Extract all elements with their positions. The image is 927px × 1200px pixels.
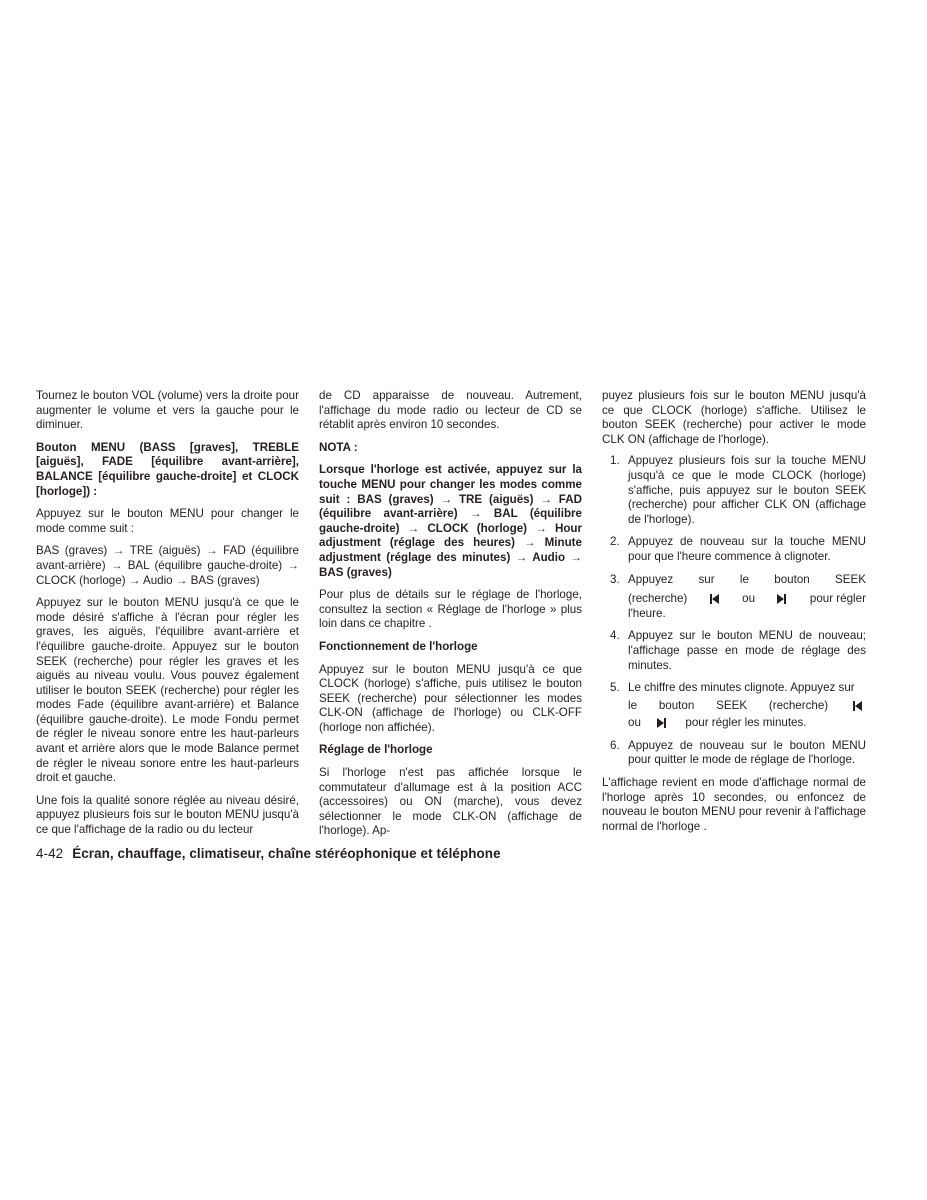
- paragraph: Appuyez sur le bouton MENU pour changer le mode comme suit :: [36, 507, 299, 535]
- list-item: [602, 573, 866, 622]
- step-word: (recherche): [768, 698, 829, 712]
- list-item: [602, 454, 866, 527]
- step-word: Le chiffre des minutes clignote. Appuyez sur: [628, 681, 855, 695]
- step-word: le: [739, 572, 749, 586]
- page-number: 4-42: [36, 846, 64, 861]
- step-word: le: [628, 698, 638, 712]
- step-word: pour régler les minutes.: [685, 716, 807, 730]
- step-word: bouton: [658, 698, 695, 712]
- chapter-title: Écran, chauffage, climatiseur, chaîne stéréophonique et téléphone: [72, 846, 501, 861]
- section-heading: Fonctionnement de l'horloge: [319, 639, 478, 653]
- step-word: pour régler: [809, 592, 866, 606]
- step-number: 5.: [610, 681, 620, 695]
- step-word: SEEK: [716, 698, 748, 712]
- step-word: (recherche): [628, 592, 688, 606]
- step-text: Appuyez de nouveau sur le bouton MENU pour quitter le mode de réglage de l'horloge.: [628, 738, 866, 767]
- list-item: [602, 535, 866, 564]
- step-number: 6.: [610, 738, 620, 752]
- column-3: [602, 389, 866, 842]
- step-word: ou: [742, 592, 756, 606]
- step-word: bouton: [774, 572, 810, 586]
- step-number: 3.: [610, 572, 620, 586]
- seek-back-icon: [852, 701, 864, 711]
- step-number: 1.: [610, 454, 620, 468]
- column-1: [36, 389, 299, 846]
- section-heading: Réglage de l'horloge: [319, 743, 433, 757]
- nota-text: Lorsque l'horloge est activée, appuyez sur la touche MENU pour changer les modes comme suit : BAS (graves) → TRE (aiguës) → FAD (équilibre avant-arrière) → BAL (équilibre gauche-droite) → CLOCK (horloge) → Hour adjustment (réglage des heures) → Minute adjustment (réglage des minutes) → Audio → BAS (graves): [319, 463, 582, 579]
- list-item: [602, 629, 866, 673]
- step-text: [628, 681, 866, 731]
- paragraph: Si l'horloge n'est pas affichée lorsque le commutateur d'allumage est à la position ACC (accessoires) ou ON (marche), vous devez sélectionner le mode CLK-ON (affichage de l'horloge). Ap-: [319, 766, 582, 838]
- step-text: Appuyez sur le bouton MENU de nouveau; l'affichage passe en mode de réglage des minutes.: [628, 629, 866, 672]
- step-word: SEEK: [835, 572, 866, 586]
- step-text: [628, 573, 866, 622]
- step-number: 4.: [610, 629, 620, 643]
- page-footer: [36, 846, 501, 861]
- paragraph: Pour plus de détails sur le réglage de l'horloge, consultez la section « Réglage de l'horloge » plus loin dans ce chapitre .: [319, 588, 582, 631]
- paragraph: Appuyez sur le bouton MENU jusqu'à ce que le mode désiré s'affiche à l'écran pour régler les graves, les aiguës, l'équilibre avant-arrière et l'équilibre gauche-droite. Appuyez sur le bouton SEEK (recherche) pour régler les graves et les aiguës au niveau voulu. Vous pouvez également utiliser le bouton SEEK (recherche) pour régler les modes Fade (équilibre avant-arrière) et Balance (équilibre gauche-droite). Le mode Fondu permet de régler le niveau sonore entre les haut-parleurs avant et arrière alors que le mode Balance permet de régler le niveau sonore entre les haut-parleurs droit et gauche.: [36, 596, 299, 785]
- step-number: 2.: [610, 535, 620, 549]
- step-word: ou: [628, 716, 641, 730]
- seek-forward-icon: [776, 594, 788, 604]
- steps-list: [602, 454, 866, 768]
- list-item: [602, 681, 866, 731]
- paragraph: L'affichage revient en mode d'affichage normal de l'horloge après 10 secondes, ou enfoncez de nouveau le bouton MENU pour revenir à l'affichage normal de l'horloge .: [602, 776, 866, 833]
- list-item: [602, 739, 866, 768]
- seek-back-icon: [709, 594, 721, 604]
- paragraph: Une fois la qualité sonore réglée au niveau désiré, appuyez plusieurs fois sur le bouton MENU jusqu'à ce que l'affichage de la radio ou du lecteur: [36, 793, 299, 837]
- step-word: sur: [698, 572, 715, 586]
- section-heading: Bouton MENU (BASS [graves], TREBLE [aiguës], FADE [équilibre avant-arrière], BALANCE [équilibre gauche-droite] et CLOCK [horloge]) :: [36, 440, 299, 498]
- paragraph: Appuyez sur le bouton MENU jusqu'à ce que CLOCK (horloge) s'affiche, puis utilisez le bouton SEEK (recherche) pour sélectionner les modes CLK-ON (affichage de l'horloge) ou CLK-OFF (horloge non affichée).: [319, 662, 582, 734]
- paragraph: de CD apparaisse de nouveau. Autrement, l'affichage du mode radio ou lecteur de CD se rétablit après environ 10 secondes.: [319, 389, 582, 432]
- column-2: [319, 389, 582, 847]
- step-text: Appuyez de nouveau sur la touche MENU pour que l'heure commence à clignoter.: [628, 535, 866, 563]
- seek-forward-icon: [656, 718, 668, 728]
- step-word: Appuyez: [628, 572, 674, 586]
- nota-heading: NOTA :: [319, 440, 358, 454]
- step-text: Appuyez plusieurs fois sur la touche MENU jusqu'à ce que le mode CLOCK (horloge) s'affiche, puis appuyez sur le bouton SEEK (recherche) pour afficher CLK ON (affichage de l'horloge).: [628, 454, 866, 526]
- step-word: l'heure.: [628, 606, 666, 620]
- paragraph: Tournez le bouton VOL (volume) vers la droite pour augmenter le volume et vers la gauche pour le diminuer.: [36, 389, 299, 432]
- paragraph: BAS (graves) → TRE (aiguës) → FAD (équilibre avant-arrière) → BAL (équilibre gauche-droite) → CLOCK (horloge) → Audio → BAS (graves): [36, 544, 299, 587]
- paragraph: puyez plusieurs fois sur le bouton MENU jusqu'à ce que CLOCK (horloge) s'affiche. Utilisez le bouton SEEK (recherche) pour activer le mode CLK ON (affichage de l'horloge).: [602, 389, 866, 446]
